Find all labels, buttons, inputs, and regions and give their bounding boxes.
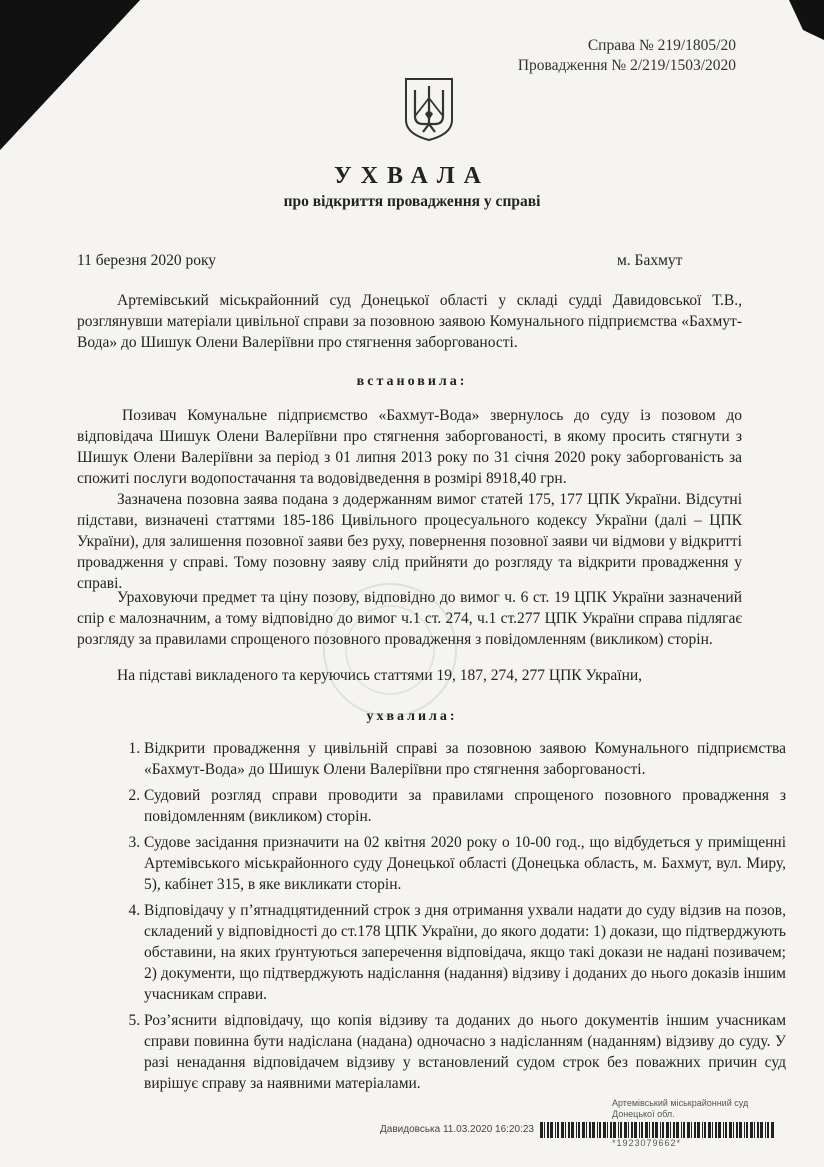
document-title: УХВАЛА [334,163,490,189]
paragraph: Позивач Комунальне підприємство «Бахмут-Вода» звернулось до суду із позовом до відповідача Шишук Олени Валеріївни про стягнення заборгованості, в якому просить стягнути з Шишук Олени Валеріївни за період з 01 липня 2013 року по 31 січня 2020 року заборгованість за спожиті послуги водопостачання та водовідведення в розмірі 8918,40 грн. [77,407,742,487]
court-note-line: Артемівський міськрайонний суд [612,1098,749,1108]
decision-item: 4. Відповідачу у п’ятнадцятиденний строк з дня отримання ухвали надати до суду відзив на позов, складений у відповідності до ст.178 ЦПК України, до якого додати: 1) докази, що підтверджують обставини, на яких ґрунтуються заперечення відповідача, якщо такі докази не надані позивачем; 2) документи, що підтверджують надіслання (надання) відзиву і доданих до нього доказів іншим учасникам справи. [144,900,786,1005]
court-note-line: Донецької обл. [612,1109,675,1119]
paragraph: Зазначена позовна заява подана з додержанням вимог статей 175, 177 ЦПК України. Відсутні підстави, визначені статтями 185-186 Цивільного процесуального кодексу України (далі – ЦПК України), для залишення позовної заяви без руху, повернення позовної заяви чи відмови у відкритті провадження у справі. Тому позовну заяву слід прийняти до розгляду та відкрити провадження у справі. [77,491,742,592]
decision-item: 1. Відкрити провадження у цивільній справі за позовною заявою Комунального підприємства «Бахмут-Вода» до Шишук Олени Валеріївни про стягнення заборгованості. [144,738,786,780]
barcode-icon [540,1122,776,1138]
barcode-number: *1923079662* [612,1138,682,1148]
established-heading: встановила: [356,374,468,389]
trident-emblem-icon [403,76,455,142]
court-stamp-icon [305,580,475,720]
case-numbers [518,36,736,76]
document-city: м. Бахмут [617,252,683,269]
paragraph: Ураховуючи предмет та ціну позову, відповідно до вимог ч. 6 ст. 19 ЦПК України зазначений спір є малозначним, а тому відповідно до вимог ч.1 ст. 274, ч.1 ст.277 ЦПК України справа підлягає розгляду за правилами спрощеного позовного провадження з повідомленням (викликом) сторін. [77,589,742,648]
ruled-heading: ухвалила: [366,709,458,724]
case-number: Справа № 219/1805/20 [587,37,736,54]
decision-item: 5. Роз’яснити відповідачу, що копія відзиву та доданих до нього документів іншим учасникам справи повинна бути надіслана (надана) одночасно з надісланням (наданням) відзиву до суду. У разі ненадання відповідачем відзиву у встановлений судом строк без поважних причин суд вирішує справу за наявними матеріалами. [144,1010,786,1094]
decisions-list [100,738,786,1099]
proceeding-number: Провадження № 2/219/1503/2020 [517,57,736,74]
court-note [612,1098,748,1120]
decision-item: 2. Судовий розгляд справи проводити за правилами спрощеного позовного провадження з повідомленням (викликом) сторін. [144,785,786,827]
signature-line: Давидовська 11.03.2020 16:20:23 [380,1124,534,1135]
intro-paragraph: Артемівський міськрайонний суд Донецької області у складі судді Давидовської Т.В., розглянувши матеріали цивільної справи за позовною заявою Комунального підприємства «Бахмут-Вода» до Шишук Олени Валеріївни про стягнення заборгованості. [77,292,742,351]
document-date: 11 березня 2020 року [77,252,217,269]
decision-item: 3. Судове засідання призначити на 02 квітня 2020 року о 10-00 год., що відбудеться у приміщенні Артемівського міськрайонного суду Донецької області (Донецька область, м. Бахмут, вул. Миру, 5), кабінет 315, в яке викликати сторін. [144,832,786,895]
paragraph: На підставі викладеного та керуючись статтями 19, 187, 274, 277 ЦПК України, [117,667,643,684]
document-subtitle: про відкриття провадження у справі [283,193,541,210]
